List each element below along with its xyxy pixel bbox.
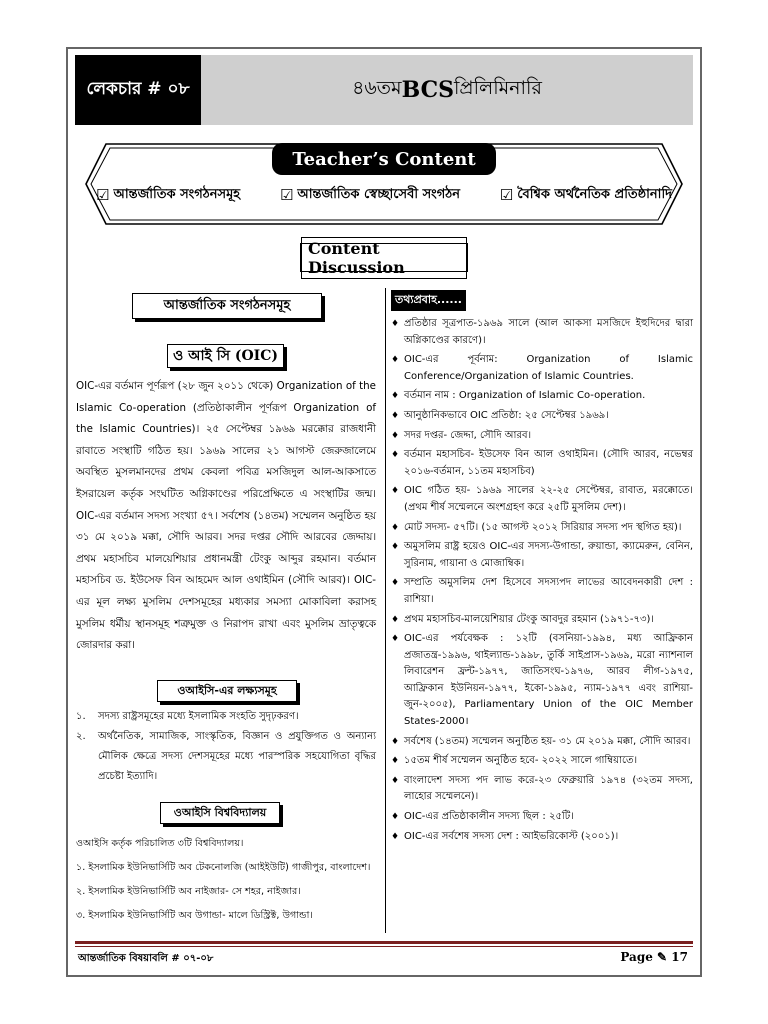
exam-title-prefix: ৪৬তম	[352, 77, 402, 99]
checkbox-checked-icon: ☑	[279, 186, 294, 204]
fact-text: সদর দপ্তর- জেদ্দা, সৌদি আরব।	[404, 429, 532, 441]
fact-item	[391, 408, 693, 425]
fact-item	[391, 809, 693, 826]
diamond-bullet-icon: ♦	[391, 756, 400, 767]
page-label: Page	[620, 950, 653, 964]
fact-item	[391, 520, 693, 537]
page-header	[75, 55, 693, 125]
fact-item	[391, 483, 693, 516]
footer-rule	[75, 941, 693, 944]
list-number: ১.	[76, 711, 86, 722]
diamond-bullet-icon: ♦	[391, 775, 400, 786]
diamond-bullet-icon: ♦	[391, 542, 400, 553]
teachers-content-title: Teacher’s Content	[272, 143, 496, 175]
content-discussion-label: Content Discussion	[301, 237, 467, 279]
fact-text: সম্প্রতি অমুসলিম দেশ হিসেবে সদস্যপদ লাভের আবেদনকারী দেশ : রাশিয়া।	[404, 577, 693, 605]
footer-subject: আন্তর্জাতিক বিষয়াবলি # ০৭-০৮	[78, 953, 214, 964]
diamond-bullet-icon: ♦	[391, 355, 400, 366]
teachers-content-list	[96, 182, 672, 208]
content-discussion-heading	[300, 238, 468, 277]
diamond-bullet-icon: ♦	[391, 410, 400, 421]
fact-item	[391, 753, 693, 770]
university-title: ওআইসি বিশ্ববিদ্যালয়	[160, 802, 280, 824]
diamond-bullet-icon: ♦	[391, 831, 400, 842]
list-item	[76, 727, 376, 787]
fact-text: OIC-এর প্রতিষ্ঠাকালীন সদস্য ছিল : ২৫টি।	[404, 811, 574, 823]
topic-item	[96, 185, 240, 206]
topic-item	[500, 185, 672, 206]
diamond-bullet-icon: ♦	[391, 450, 400, 461]
topic-label: আন্তর্জাতিক স্বেচ্ছাসেবী সংগঠন	[297, 186, 460, 202]
fact-item	[391, 352, 693, 385]
diamond-bullet-icon: ♦	[391, 522, 400, 533]
column-divider	[385, 288, 386, 933]
list-item: ৩. ইসলামিক ইউনিভার্সিটি অব উগান্ডা- মালে ডিস্ট্রিক্ট, উগান্ডা।	[76, 910, 313, 921]
fact-item	[391, 631, 693, 731]
pencil-icon: ✎	[657, 950, 668, 964]
diamond-bullet-icon: ♦	[391, 319, 400, 329]
facts-heading: তথ্যপ্রবাহ......	[391, 290, 466, 311]
fact-text: অমুসলিম রাষ্ট্র হয়েও OIC-এর সদস্য-উগান্ডা, রুয়ান্ডা, ক্যামেরুন, বেনিন, সুরিনাম, গায়ানা ও মোজাম্বিক।	[404, 541, 693, 569]
diamond-bullet-icon: ♦	[391, 430, 400, 441]
topic-label: আন্তর্জাতিক সংগঠনসমূহ	[113, 186, 241, 202]
facts-list	[391, 316, 693, 848]
fact-item	[391, 773, 693, 806]
fact-text: OIC গঠিত হয়- ১৯৬৯ সালের ২২-২৫ সেপ্টেম্বর, রাবাত, মরক্কোতে। (প্রথম শীর্ষ সম্মেলনে অংশগ্রহণ করে ২৫টি মুসলিম দেশ)।	[404, 485, 693, 513]
goals-title: ওআইসি-এর লক্ষ্যসমূহ	[157, 680, 297, 702]
list-item: ২. ইসলামিক ইউনিভার্সিটি অব নাইজার- সে শহর, নাইজার।	[76, 886, 301, 897]
oic-title: ও আই সি (OIC)	[167, 344, 284, 368]
fact-text: মোট সদস্য- ৫৭টি। (১৫ আগস্ট ২০১২ সিরিয়ার সদস্য পদ স্থগিত হয়)।	[404, 521, 682, 533]
list-item	[76, 707, 376, 727]
fact-text: বাংলাদেশ সদস্য পদ লাভ করে-২৩ ফেব্রুয়ারি ১৯৭৪ (৩২তম সদস্য, লাহোর সম্মেলনে)।	[404, 774, 693, 803]
fact-item	[391, 575, 693, 608]
diamond-bullet-icon: ♦	[391, 614, 400, 625]
fact-item	[391, 734, 693, 751]
list-item: ১. ইসলামিক ইউনিভার্সিটি অব টেকনোলজি (আইইউটি) গাজীপুর, বাংলাদেশ।	[76, 862, 371, 873]
diamond-bullet-icon: ♦	[391, 391, 400, 402]
section-title: আন্তর্জাতিক সংগঠনসমূহ	[132, 293, 322, 319]
fact-item	[391, 428, 693, 445]
fact-item	[391, 612, 693, 629]
topic-item	[280, 185, 460, 206]
fact-text: OIC-এর সর্বশেষ সদস্য দেশ : আইভরিকোস্ট (২০০১)।	[404, 830, 619, 842]
diamond-bullet-icon: ♦	[391, 634, 400, 645]
list-number: ২.	[76, 731, 86, 742]
exam-title-suffix: প্রিলিমিনারি	[453, 77, 542, 99]
exam-title-bcs: BCS	[401, 77, 454, 103]
exam-title	[201, 55, 693, 125]
fact-item	[391, 539, 693, 572]
university-list	[76, 832, 376, 928]
list-text: সদস্য রাষ্ট্রসমূহের মধ্যে ইসলামিক সংহতি সুদৃঢ়করণ।	[98, 711, 299, 722]
page-number	[620, 950, 688, 964]
diamond-bullet-icon: ♦	[391, 578, 400, 589]
footer-rule-thin	[75, 946, 693, 947]
fact-text: OIC-এর পূর্বনাম: Organization of Islamic Conference/Organization of Islamic Countries.	[404, 354, 693, 382]
lecture-number: লেকচার # ০৮	[75, 55, 201, 125]
fact-text: ১৫তম শীর্ষ সম্মেলন অনুষ্ঠিত হবে- ২০২২ সালে গাম্বিয়াতে।	[404, 755, 638, 767]
fact-text: প্রতিষ্ঠার সূত্রপাত-১৯৬৯ সালে (আল আকসা মসজিদে ইহুদিদের দ্বারা অগ্নিকাণ্ডের কারণে)।	[404, 318, 693, 346]
diamond-bullet-icon: ♦	[391, 812, 400, 823]
diamond-bullet-icon: ♦	[391, 486, 400, 497]
checkbox-checked-icon: ☑	[96, 186, 110, 204]
fact-item	[391, 829, 693, 846]
fact-item	[391, 316, 693, 349]
fact-text: বর্তমান মহাসচিব- ইউসেফ বিন আল ওথাইমিন। (সৌদি আরব, নভেম্বর ২০১৬-বর্তমান, ১১তম মহাসচিব)	[404, 449, 693, 477]
fact-text: OIC-এর পর্যবেক্ষক : ১২টি (বসনিয়া-১৯৯৪, মধ্য আফ্রিকান প্রজাতন্ত্র-১৯৯৬, থাইল্যান্ড-১৯৯৮, তুর্কি সাইপ্রাস-১৯৬৯, মরো ন্যাশনাল লিবারেশন ফ্রন্ট-১৯৭৭, জাতিসংঘ-১৯৭৬, আরব লীগ-১৯৭৫, আফ্রিকান ইউনিয়ন-১৯৭৭, ইকো-১৯৯৫, ন্যাম-১৯৭৭ এবং রাশিয়া-জুন-২০০৫), Parliamentary Union of the OIC Member States-2000।	[404, 633, 693, 728]
diamond-bullet-icon: ♦	[391, 736, 400, 747]
oic-paragraph: OIC-এর বর্তমান পূর্ণরূপ (২৮ জুন ২০১১ থেকে) Organization of the Islamic Co-operation (প্রতিষ্ঠাকালীন পূর্ণরূপ Organization of the Islamic Countries)। ২৫ সেপ্টেম্বর ১৯৬৯ মরক্কোর রাজধানী রাবাতে সংস্থাটি গঠিত হয়। ১৯৬৯ সালের ২১ আগস্ট জেরুজালেমে অবস্থিত মুসলমানদের প্রথম কেবলা পবিত্র মসজিদুল আল-আকসাতে ইসরায়েল কর্তৃক সংঘটিত অগ্নিকাণ্ডের পরিপ্রেক্ষিতে এ সংস্থাটির জন্ম। OIC-এর বর্তমান সদস্য সংখ্যা ৫৭। সর্বশেষ (১৪তম) সম্মেলন অনুষ্ঠিত হয় ৩১ মে ২০১৯ মক্কা, সৌদি আরব। সদর দপ্তর সৌদি আরবের জেদ্দায়। প্রথম মহাসচিব মালয়েশিয়ার প্রধানমন্ত্রী টেংকু আব্দুর রহমান। বর্তমান মহাসচিব ড. ইউসেফ বিন আহমেদ আল ওথাইমিন (সৌদি আরব)। OIC-এর মূল লক্ষ্য মুসলিম দেশসমূহের মধ্যকার সমস্যা মোকাবিলা করাসহ মুসলিম ধর্মীয় স্থানসমূহ শত্রুমুক্ত ও নিরাপদ রাখা এবং মুসলিম ভ্রাতৃত্বকে জোরদার করা।	[76, 380, 376, 652]
goals-list	[76, 707, 376, 787]
list-text: অর্থনৈতিক, সামাজিক, সাংস্কৃতিক, বিজ্ঞান ও প্রযুক্তিগত ও অন্যান্য মৌলিক ক্ষেত্রে সদস্য দেশসমূহের মধ্যে পারস্পরিক সহযোগিতা বৃদ্ধির প্রচেষ্টা ইত্যাদি।	[98, 731, 376, 782]
page-number-value: 17	[671, 950, 688, 964]
fact-text: আনুষ্ঠানিকভাবে OIC প্রতিষ্ঠা: ২৫ সেপ্টেম্বর ১৯৬৯।	[404, 409, 609, 421]
university-intro: ওআইসি কর্তৃক পরিচালিত ৩টি বিশ্ববিদ্যালয়।	[76, 838, 244, 849]
checkbox-checked-icon: ☑	[499, 186, 514, 204]
fact-text: সর্বশেষ (১৪তম) সম্মেলন অনুষ্ঠিত হয়- ৩১ মে ২০১৯ মক্কা, সৌদি আরব।	[404, 735, 691, 747]
fact-item	[391, 388, 693, 405]
fact-item	[391, 447, 693, 480]
topic-label: বৈশ্বিক অর্থনৈতিক প্রতিষ্ঠানাদি	[517, 186, 672, 202]
fact-text: বর্তমান নাম : Organization of Islamic Co-operation.	[404, 390, 646, 402]
fact-text: প্রথম মহাসচিব-মালয়েশিয়ার টেংকু আবদুর রহমান (১৯৭১-৭৩)।	[404, 613, 654, 625]
